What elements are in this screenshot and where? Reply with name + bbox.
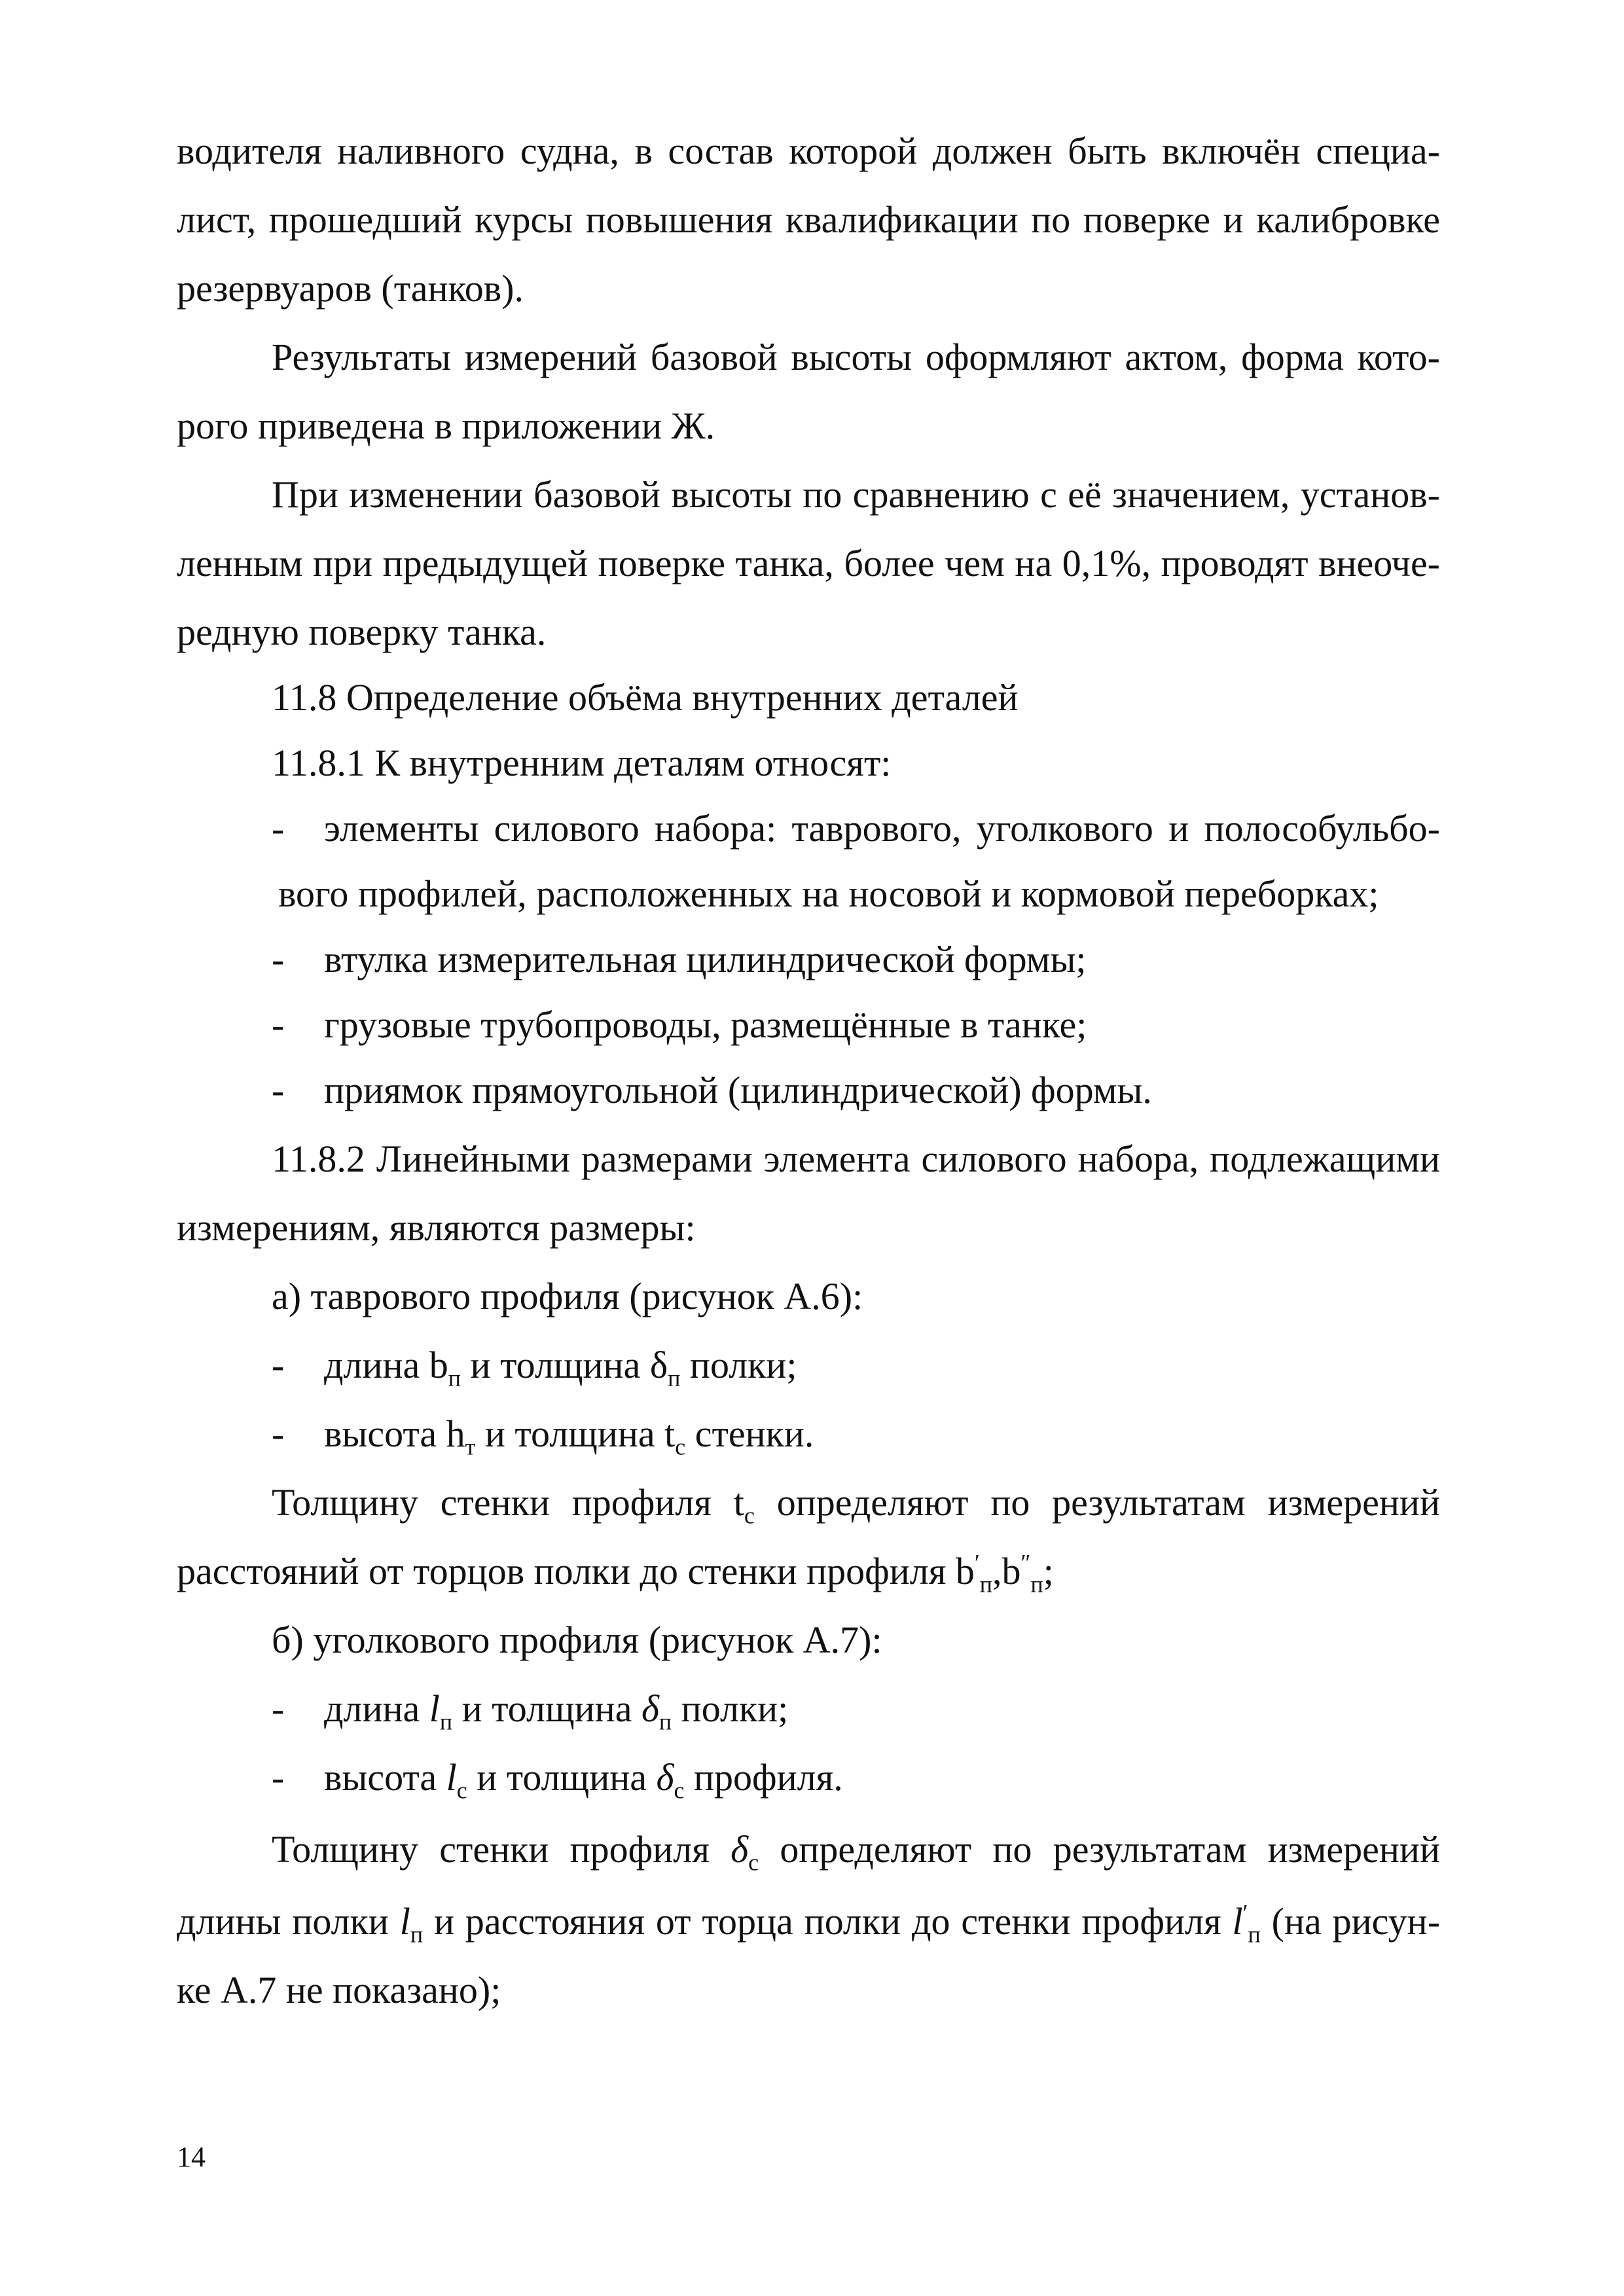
list-item-text: длина $b_п$ и толщина $\delta_п$ полки; [324,1344,797,1391]
list-item-text: втулка измерительная цилиндрической формы; [324,938,1087,980]
text-line: рого приведена в приложении Ж. [177,404,715,447]
subsection-heading: 11.8.1 К внутренним деталям относят: [272,742,892,784]
text-line: Толщину стенки профиля $\delta_c$ определяют по результатам измерений [272,1828,1441,1876]
list-dash: - [272,1687,285,1730]
text-line: ленным при предыдущей поверке танка, более чем на 0,1%, проводят внеоче- [177,542,1440,584]
text-line: а) таврового профиля (рисунок А.6): [272,1275,863,1318]
list-dash: - [272,1344,285,1386]
list-dash: - [272,807,285,850]
page-number: 14 [177,2141,206,2173]
list-item-text: высота $h_т$ и толщина $t_c$ стенки. [324,1412,814,1460]
text-line: измерениям, являются размеры: [177,1206,696,1249]
text-line: резервуаров (танков). [177,267,524,310]
list-item-continuation: вого профилей, расположенных на носовой и кормовой переборках; [278,872,1379,915]
list-dash: - [272,1069,285,1111]
list-dash: - [272,1756,285,1799]
text-line: При изменении базовой высоты по сравнению с её значением, установ- [272,473,1440,516]
text-line: Результаты измерений базовой высоты оформляют актом, форма кото- [272,336,1440,378]
list-item-text: высота $l_c$ и толщина $\delta_c$ профиля. [324,1756,843,1804]
section-heading: 11.8 Определение объёма внутренних деталей [272,676,1019,719]
text-line: ке А.7 не показано); [177,1969,501,2011]
list-dash: - [272,1412,285,1455]
text-line: расстояний от торцов полки до стенки профиля $b'_п,b''_п$; [177,1549,1054,1598]
list-dash: - [272,938,285,980]
list-item-text: элементы силового набора: таврового, уголкового и полособульбо- [324,807,1440,850]
list-item-text: приямок прямоугольной (цилиндрической) формы. [324,1069,1152,1111]
text-line: редную поверку танка. [177,611,547,653]
text-line: 11.8.2 Линейными размерами элемента силового набора, подлежащими [272,1138,1440,1180]
text-line: Толщину стенки профиля $t_c$ определяют по результатам измерений [272,1481,1440,1529]
list-dash: - [272,1003,285,1046]
text-line: лист, прошедший курсы повышения квалификации по поверке и калибровке [177,198,1440,241]
text-line: б) уголкового профиля (рисунок А.7): [272,1619,882,1661]
list-item-text: длина $l_п$ и толщина $\delta_п$ полки; [324,1687,789,1735]
text-line: длины полки $l_п$ и расстояния от торца полки до стенки профиля $l'_п$ (на рисун- [177,1899,1441,1948]
text-line: водителя наливного судна, в состав которой должен быть включён специа- [177,130,1440,172]
list-item-text: грузовые трубопроводы, размещённые в танке; [324,1003,1087,1046]
